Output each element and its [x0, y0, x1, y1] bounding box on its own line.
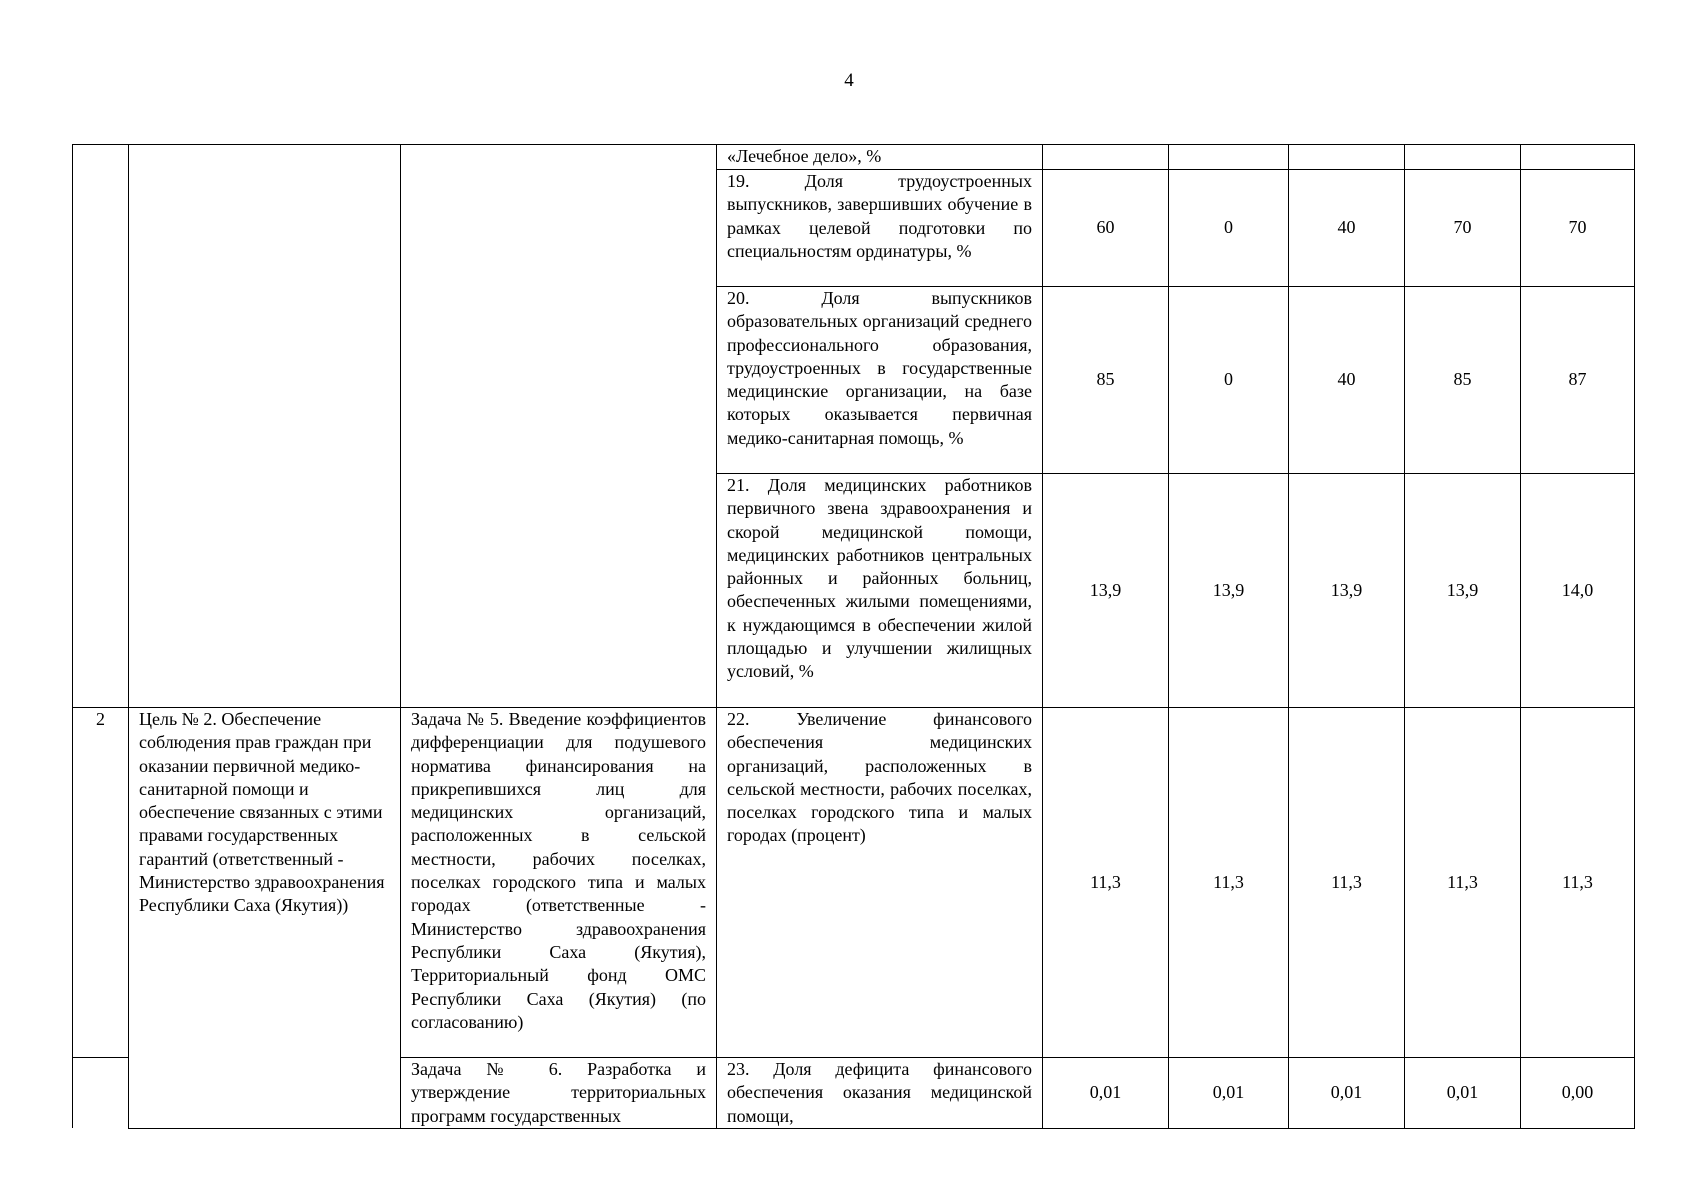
- task-cell: Задача № 5. Введение коэффициентов дифференциации для подушевого норматива финансирования на прикрепившихся лиц для медицинских организаций, расположенных в сельской местности, рабочих поселках, поселках городского типа и малых городах (ответственные - Министерство здравоохранения Республики Саха (Якутия), Территориальный фонд ОМС Республики Саха (Якутия) (по согласованию): [401, 708, 717, 1058]
- task-cell: Задача № 6. Разработка и утверждение территориальных программ государственных: [401, 1058, 717, 1129]
- table-row: [73, 145, 1635, 170]
- indicator-cell: 23. Доля дефицита финансового обеспечения оказания медицинской помощи,: [717, 1058, 1043, 1129]
- indicator-cell: 19. Доля трудоустроенных выпускников, завершивших обучение в рамках целевой подготовки по специальностям ординатуры, %: [717, 170, 1043, 287]
- value-cell: 0: [1169, 287, 1289, 474]
- value-cell: [1405, 145, 1521, 170]
- goal-index-cell: 2: [73, 708, 129, 1058]
- value-cell: 0: [1169, 170, 1289, 287]
- indicator-cell: «Лечебное дело», %: [717, 145, 1043, 170]
- value-cell: 87: [1521, 287, 1635, 474]
- value-cell: 11,3: [1521, 708, 1635, 1058]
- value-cell: 13,9: [1043, 474, 1169, 708]
- value-cell: 13,9: [1289, 474, 1405, 708]
- value-cell: 70: [1405, 170, 1521, 287]
- value-cell: 11,3: [1169, 708, 1289, 1058]
- goal-cell-continued: [129, 145, 401, 708]
- table-row: [73, 708, 1635, 1058]
- goal-cell: Цель № 2. Обеспечение соблюдения прав граждан при оказании первичной медико-санитарной помощи и обеспечение связанных с этими правами государственных гарантий (ответственный - Министерство здравоохранения Республики Саха (Якутия)): [129, 708, 401, 1129]
- value-cell: [1169, 145, 1289, 170]
- page-number: 4: [844, 70, 854, 91]
- value-cell: 40: [1289, 170, 1405, 287]
- value-cell: [1289, 145, 1405, 170]
- value-cell: 85: [1405, 287, 1521, 474]
- indicator-cell: 20. Доля выпускников образовательных организаций среднего профессионального образования, трудоустроенных в государственные медицинские организации, на базе которых оказывается первичная медико-санитарная помощь, %: [717, 287, 1043, 474]
- value-cell: 0,01: [1405, 1058, 1521, 1129]
- value-cell: 13,9: [1169, 474, 1289, 708]
- value-cell: 70: [1521, 170, 1635, 287]
- indicators-table: [72, 144, 1635, 1129]
- task-cell-continued: [401, 145, 717, 708]
- indicator-cell: 22. Увеличение финансового обеспечения медицинских организаций, расположенных в сельской местности, рабочих поселках, поселках городского типа и малых городах (процент): [717, 708, 1043, 1058]
- value-cell: 0,00: [1521, 1058, 1635, 1129]
- value-cell: 11,3: [1043, 708, 1169, 1058]
- value-cell: 13,9: [1405, 474, 1521, 708]
- value-cell: 14,0: [1521, 474, 1635, 708]
- index-cell-empty: [73, 1058, 129, 1129]
- value-cell: [1043, 145, 1169, 170]
- value-cell: 11,3: [1405, 708, 1521, 1058]
- index-cell-continued: [73, 145, 129, 708]
- value-cell: 11,3: [1289, 708, 1405, 1058]
- value-cell: 0,01: [1169, 1058, 1289, 1129]
- value-cell: 85: [1043, 287, 1169, 474]
- value-cell: 0,01: [1043, 1058, 1169, 1129]
- indicator-cell: 21. Доля медицинских работников первичного звена здравоохранения и скорой медицинской помощи, медицинских работников центральных районных и районных больниц, обеспеченных жилыми помещениями, к нуждающимся в обеспечении жилой площадью и улучшении жилищных условий, %: [717, 474, 1043, 708]
- value-cell: 0,01: [1289, 1058, 1405, 1129]
- value-cell: [1521, 145, 1635, 170]
- value-cell: 40: [1289, 287, 1405, 474]
- value-cell: 60: [1043, 170, 1169, 287]
